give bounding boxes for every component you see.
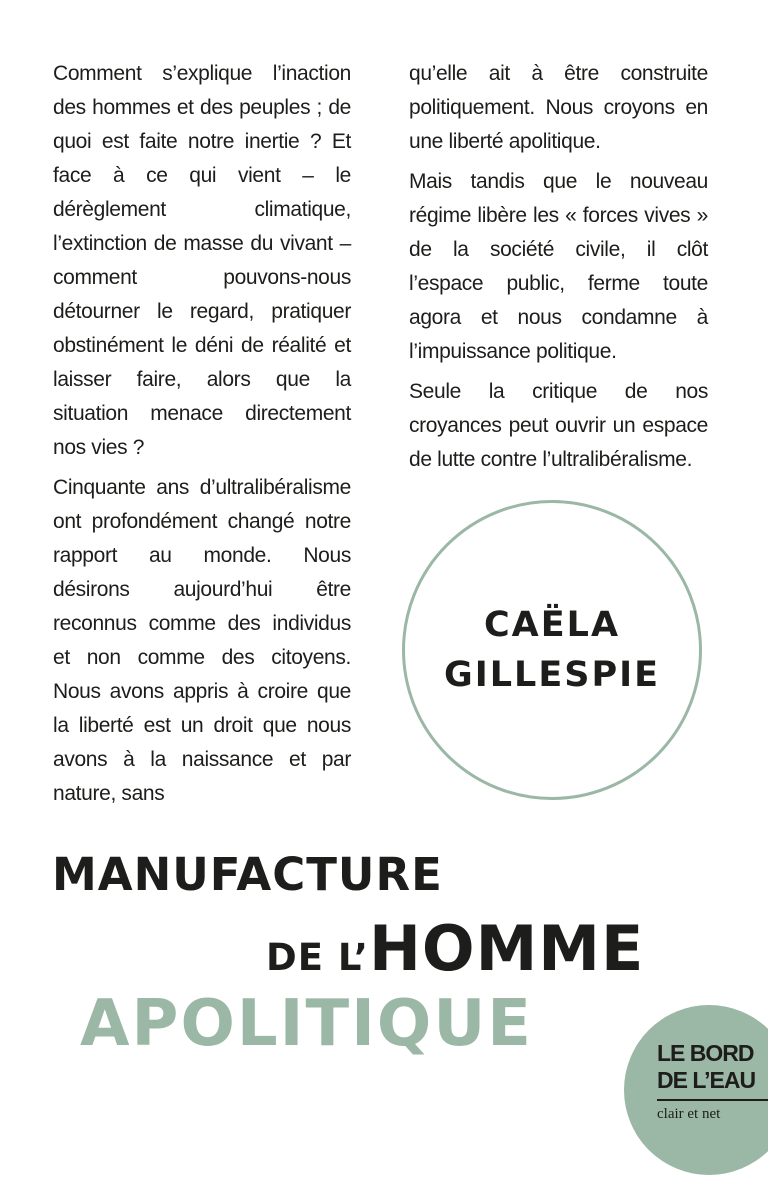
blurb-paragraph: Cinquante ans d’ultralibéralisme ont profondément changé notre rapport au monde. Nous désirons aujourd’hui être reconnus comme des individus et non comme des citoyens. Nous avons appris à croire que la liberté est un droit que nous avons à la naissance et par nature, sans bbox=[53, 476, 351, 805]
title-line-2-prefix: DE L’ bbox=[266, 936, 369, 979]
author-circle bbox=[402, 500, 702, 800]
author-last-name: GILLESPIE bbox=[443, 655, 661, 695]
blurb-paragraph: Seule la critique de nos croyances peut ouvrir un espace de lutte contre l’ultralibéralisme. bbox=[409, 380, 708, 471]
blurb-paragraph: qu’elle ait à être construite politiquement. Nous croyons en une liberté apolitique. bbox=[409, 62, 708, 153]
title-line-2 bbox=[266, 912, 645, 985]
publisher-name-line-2: DE L’EAU bbox=[657, 1067, 756, 1093]
publisher-name-line-1: LE BORD bbox=[657, 1040, 754, 1066]
blurb-paragraph: Mais tandis que le nouveau régime libère les « forces vives » de la société civile, il clôt l’espace public, ferme toute agora et nous condamne à l’impuissance politique. bbox=[409, 170, 708, 363]
title-line-2-main: HOMME bbox=[369, 912, 645, 985]
blurb-paragraph: Comment s’explique l’inaction des hommes et des peuples ; de quoi est faite notre inertie ? Et face à ce qui vient – le dérèglement climatique, l’extinction de masse du vivant – comment pouvons-nous détourner le regard, pratiquer obstinément le déni de réalité et laisser faire, alors que la situation menace directement nos vies ? bbox=[53, 62, 351, 459]
author-first-name: CAËLA bbox=[483, 605, 621, 645]
publisher-divider bbox=[657, 1099, 768, 1101]
blurb-left-column bbox=[53, 57, 351, 817]
blurb-right-column bbox=[409, 57, 708, 483]
title-line-3: APOLITIQUE bbox=[80, 987, 533, 1061]
title-line-1: MANUFACTURE bbox=[52, 848, 443, 901]
publisher-logo bbox=[624, 1005, 768, 1175]
publisher-collection: clair et net bbox=[657, 1106, 721, 1122]
